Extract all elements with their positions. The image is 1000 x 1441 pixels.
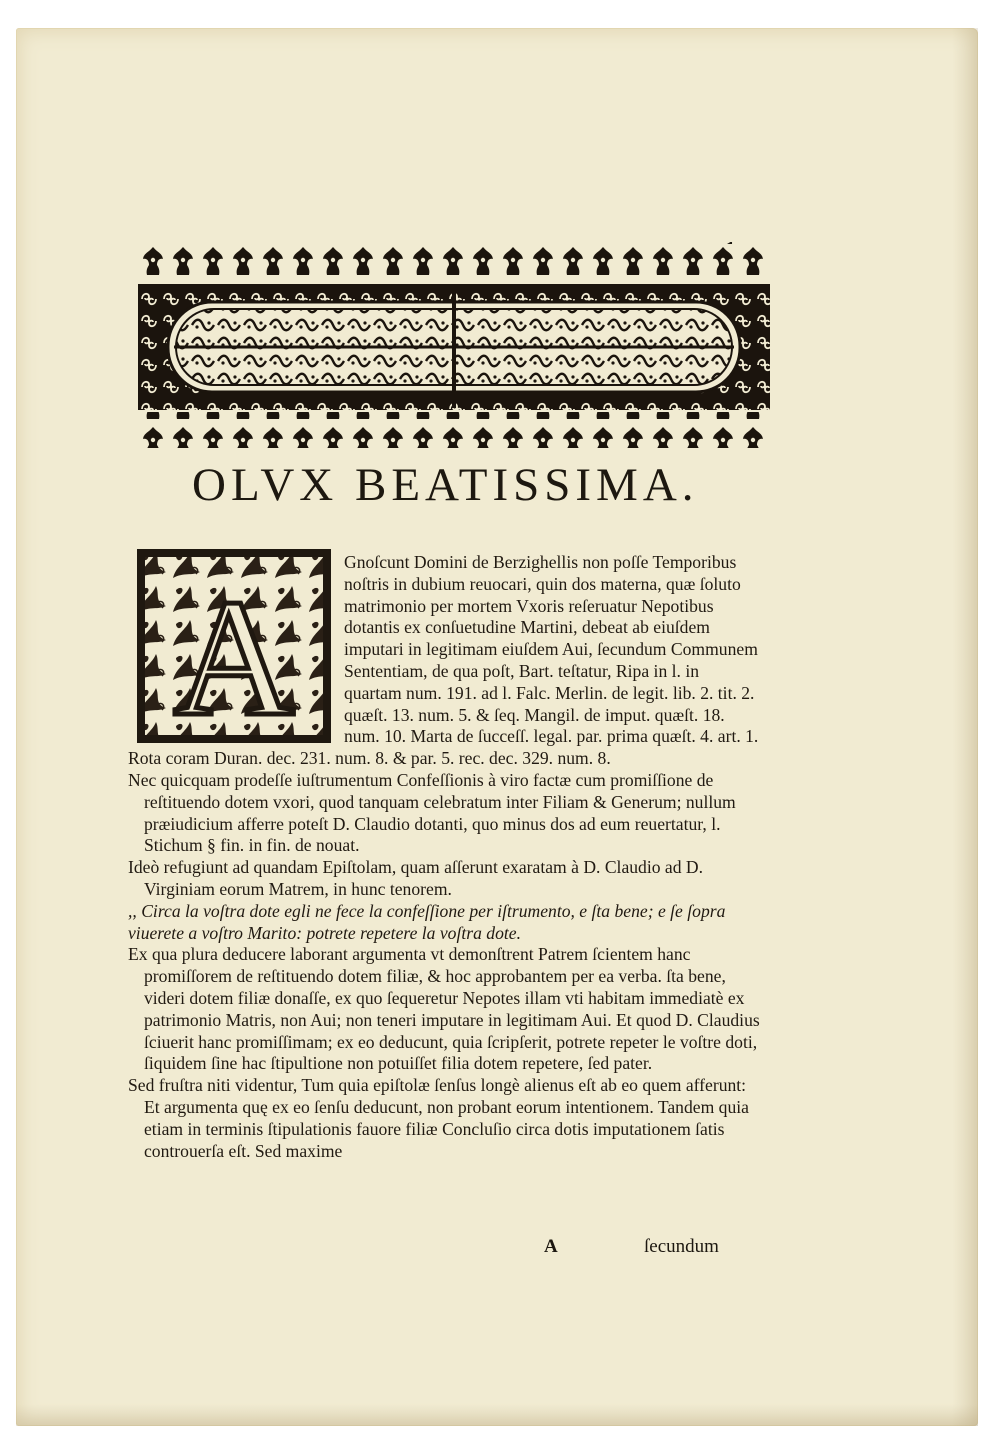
main-text [128,552,760,1162]
paragraph: Ex qua plura deducere laborant argumenta vt demonſtrent Patrem ſcientem hanc promiſſorem de reſtituendo dotem filiæ, & hoc approbantem per ea verba. ſta bene, videri dotem filiæ donaſſe, ex quo ſequeretur Nepotes illam vti habitam immediatè ex patrimonio Matris, non Aui; non teneri imputare in legitimam Aui. Et quod D. Claudius ſciuerit hanc promiſſimam; ex eo deducunt, quia ſcripſerit, potrete repeter le voſtre doti, ſiquidem ſine hac ſtipultione non potuiſſet filia dotem repetere, ſed pater. [128,944,760,1074]
catchword: ſecundum [644,1236,719,1257]
paper-edge-shadow-bottom [16,1404,978,1426]
paragraph: Nec quicquam prodeſſe iuſtrumentum Confeſſionis à viro factæ cum promiſſione de reſtituendo dotem vxori, quod tanquam celebratum inter Filiam & Generum; nullum præiudicium afferre poteſt D. Claudio dotanti, quo minus dos ad eum reuertatur, l. Stichum § fin. in fin. de nouat. [128,769,736,856]
headpiece-ornament [138,244,770,450]
initial-letter: A [173,565,295,744]
initial-spacer [128,552,344,748]
signature-mark: A [544,1236,558,1257]
opening-paragraph: Gnoſcunt Domini de Berzighellis non poſſe Temporibus noſtris in dubium reuocari, quin dos materna, quæ ſoluto matrimonio per mortem Vxoris reſeruatur Nepotibus dotantis ex conſuetudine Martini, debeat ab eiuſdem imputari in legitimam eiuſdem Aui, ſecundum Communem Sententiam, de qua poſt, Bart. teſtatur, Ripa in l. in quartam num. 191. ad l. Falc. Merlin. de legit. lib. 2. tit. 2. quæſt. 13. num. 5. & ſeq. Mangil. de imput. quæſt. 18. num. 10. Marta de ſucceſſ. legal. par. prima quæſt. 4. art. 1. Rota coram Duran. dec. 231. num. 8. & par. 5. rec. dec. 329. num. 8. [128,552,759,769]
page-title: OLVX BEATISSIMA. [192,459,699,511]
paragraph: Ideò refugiunt ad quandam Epiſtolam, quam aſſerunt exaratam à D. Claudio ad D. Virginiam eorum Matrem, in hunc tenorem. [128,857,704,899]
quoted-letter: ,, Circa la voſtra dote egli ne fece la confeſſione per iſtrumento, e ſta bene; e ſe ſopra viuerete a voſtro Marito: potrete repetere la voſtra dote. [128,900,726,943]
paragraph: Sed fruſtra niti videntur, Tum quia epiſtolæ ſenſus longè alienus eſt ab eo quem afferunt: Et argumenta quę ex eo ſenſu deducunt, non probant eorum intentionem. Tandem quia etiam in terminis ſtipulationis fauore filiæ Concluſio circa dotis imputationem ſatis controuerſa eſt. Sed maxime [128,1075,749,1161]
page-footer [540,1236,760,1264]
paper-edge-shadow [952,28,978,1426]
